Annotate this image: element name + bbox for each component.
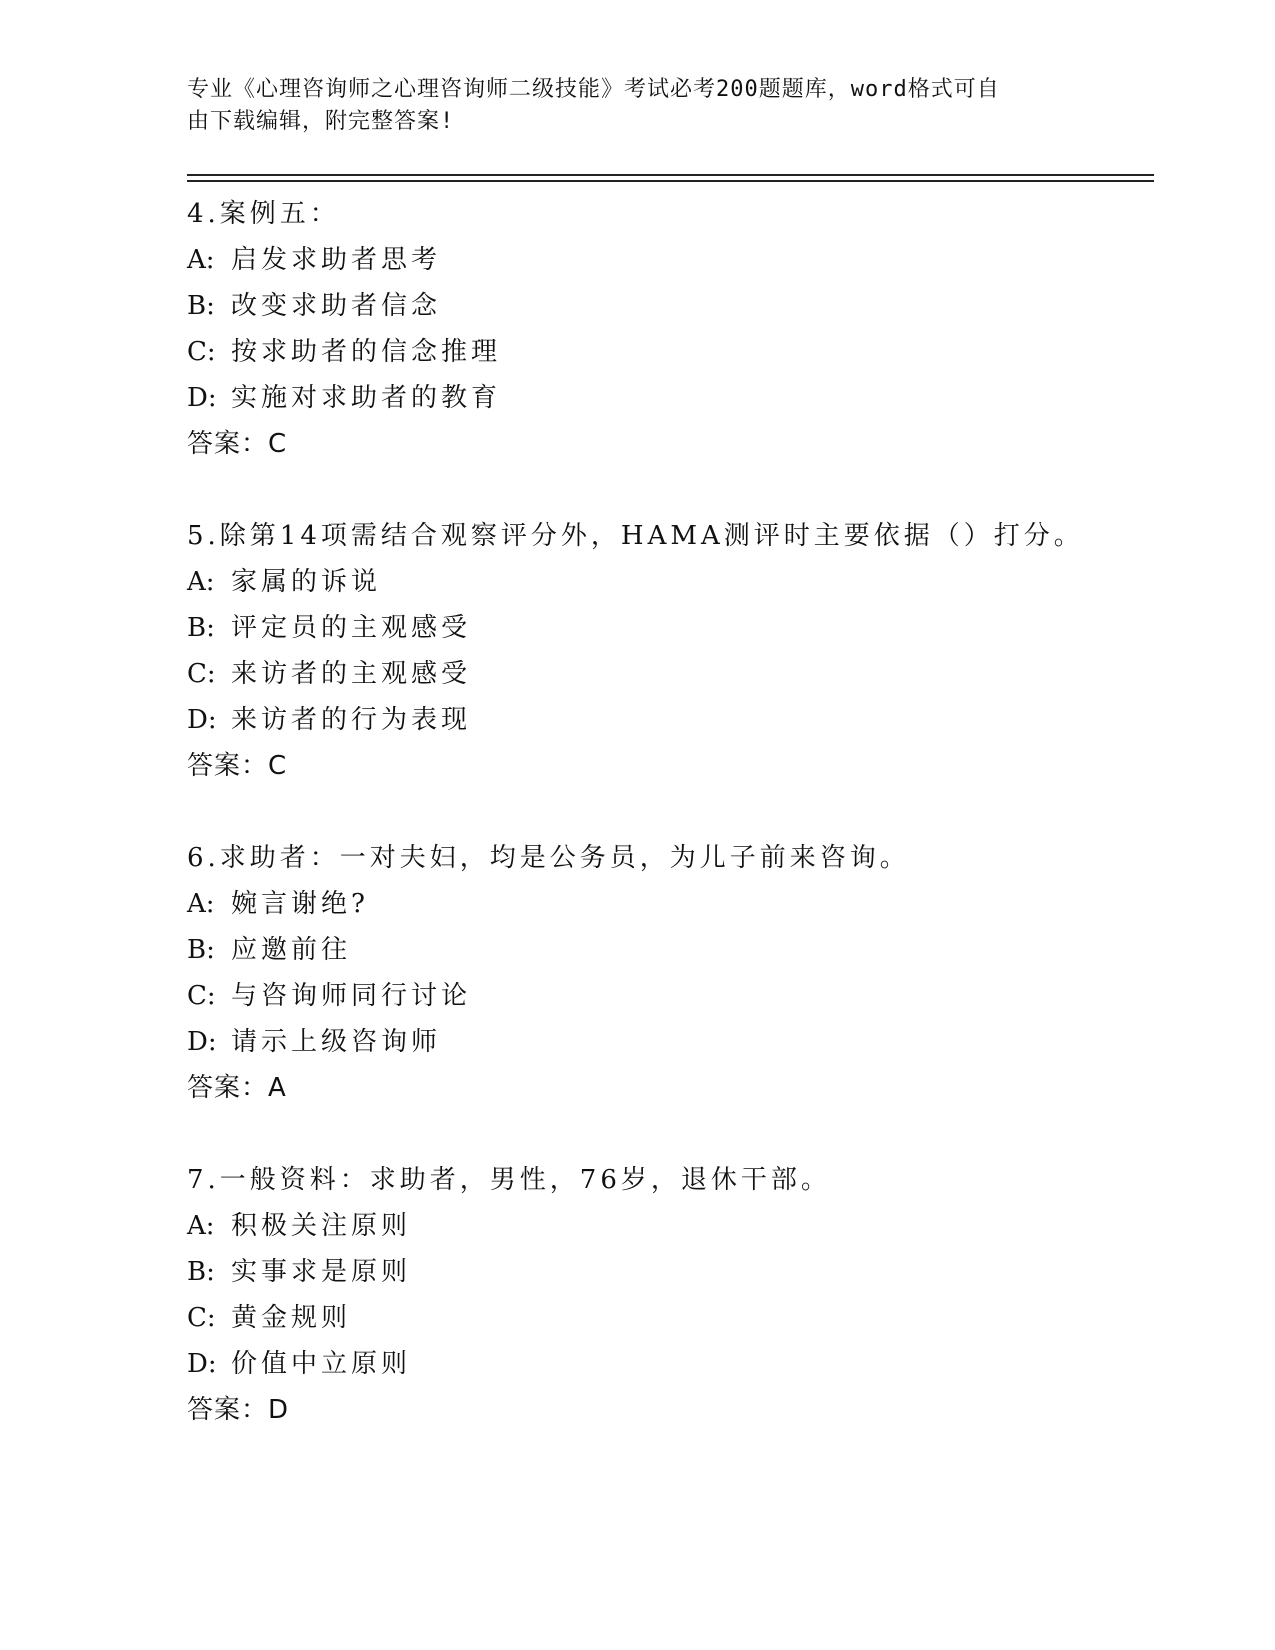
option-c <box>187 329 1147 375</box>
option-a <box>187 559 1147 605</box>
option-d <box>187 697 1147 743</box>
option-d <box>187 1341 1147 1387</box>
option-c <box>187 1295 1147 1341</box>
option-a <box>187 237 1147 283</box>
option-text: 评定员的主观感受 <box>231 613 472 643</box>
option-text: 与咨询师同行讨论 <box>231 981 472 1011</box>
option-b <box>187 1249 1147 1295</box>
option-text: 实事求是原则 <box>231 1257 412 1287</box>
answer-line: 答案：C <box>187 751 288 781</box>
option-b <box>187 927 1147 973</box>
option-key: D: <box>187 705 217 735</box>
option-text: 价值中立原则 <box>231 1349 412 1379</box>
option-key: C: <box>187 659 216 689</box>
option-key: B: <box>187 291 215 321</box>
answer-line: 答案：D <box>187 1395 290 1425</box>
question-stem: 7.一般资料：求助者，男性，76岁，退休干部。 <box>187 1165 831 1195</box>
option-key: C: <box>187 337 216 367</box>
header-divider-bottom <box>187 180 1154 182</box>
option-b <box>187 605 1147 651</box>
question-stem: 4.案例五： <box>187 199 340 229</box>
option-a <box>187 1203 1147 1249</box>
option-key: A: <box>187 567 215 597</box>
header-line-1: 专业《心理咨询师之心理咨询师二级技能》考试必考200题题库，word格式可自 <box>187 77 1000 102</box>
question-item <box>187 513 1147 789</box>
option-text: 家属的诉说 <box>231 567 382 597</box>
question-stem: 6.求助者：一对夫妇，均是公务员，为儿子前来咨询。 <box>187 843 910 873</box>
option-key: C: <box>187 981 216 1011</box>
option-key: A: <box>187 245 215 275</box>
option-key: B: <box>187 1257 215 1287</box>
answer-line: 答案：C <box>187 429 288 459</box>
option-key: D: <box>187 1027 217 1057</box>
option-text: 积极关注原则 <box>231 1211 412 1241</box>
option-key: C: <box>187 1303 216 1333</box>
header-divider-top <box>187 174 1154 176</box>
option-d <box>187 1019 1147 1065</box>
question-stem: 5.除第14项需结合观察评分外，HAMA测评时主要依据（）打分。 <box>187 521 1084 551</box>
answer-line: 答案：A <box>187 1073 287 1103</box>
question-list <box>187 191 1147 1479</box>
option-text: 黄金规则 <box>231 1303 352 1333</box>
option-text: 改变求助者信念 <box>231 291 442 321</box>
question-item <box>187 191 1147 467</box>
option-text: 启发求助者思考 <box>231 245 442 275</box>
option-key: A: <box>187 1211 215 1241</box>
option-d <box>187 375 1147 421</box>
option-key: B: <box>187 935 215 965</box>
option-text: 请示上级咨询师 <box>231 1027 442 1057</box>
option-text: 来访者的主观感受 <box>231 659 472 689</box>
option-c <box>187 651 1147 697</box>
question-item <box>187 835 1147 1111</box>
option-text: 来访者的行为表现 <box>231 705 472 735</box>
option-c <box>187 973 1147 1019</box>
option-b <box>187 283 1147 329</box>
document-header <box>187 74 1067 138</box>
question-item <box>187 1157 1147 1433</box>
option-text: 按求助者的信念推理 <box>231 337 502 367</box>
header-line-2: 由下载编辑，附完整答案! <box>187 109 455 134</box>
option-text: 实施对求助者的教育 <box>231 383 502 413</box>
option-a <box>187 881 1147 927</box>
option-key: D: <box>187 383 217 413</box>
option-key: B: <box>187 613 215 643</box>
option-text: 婉言谢绝? <box>231 889 369 919</box>
option-key: D: <box>187 1349 217 1379</box>
option-text: 应邀前往 <box>231 935 352 965</box>
option-key: A: <box>187 889 215 919</box>
